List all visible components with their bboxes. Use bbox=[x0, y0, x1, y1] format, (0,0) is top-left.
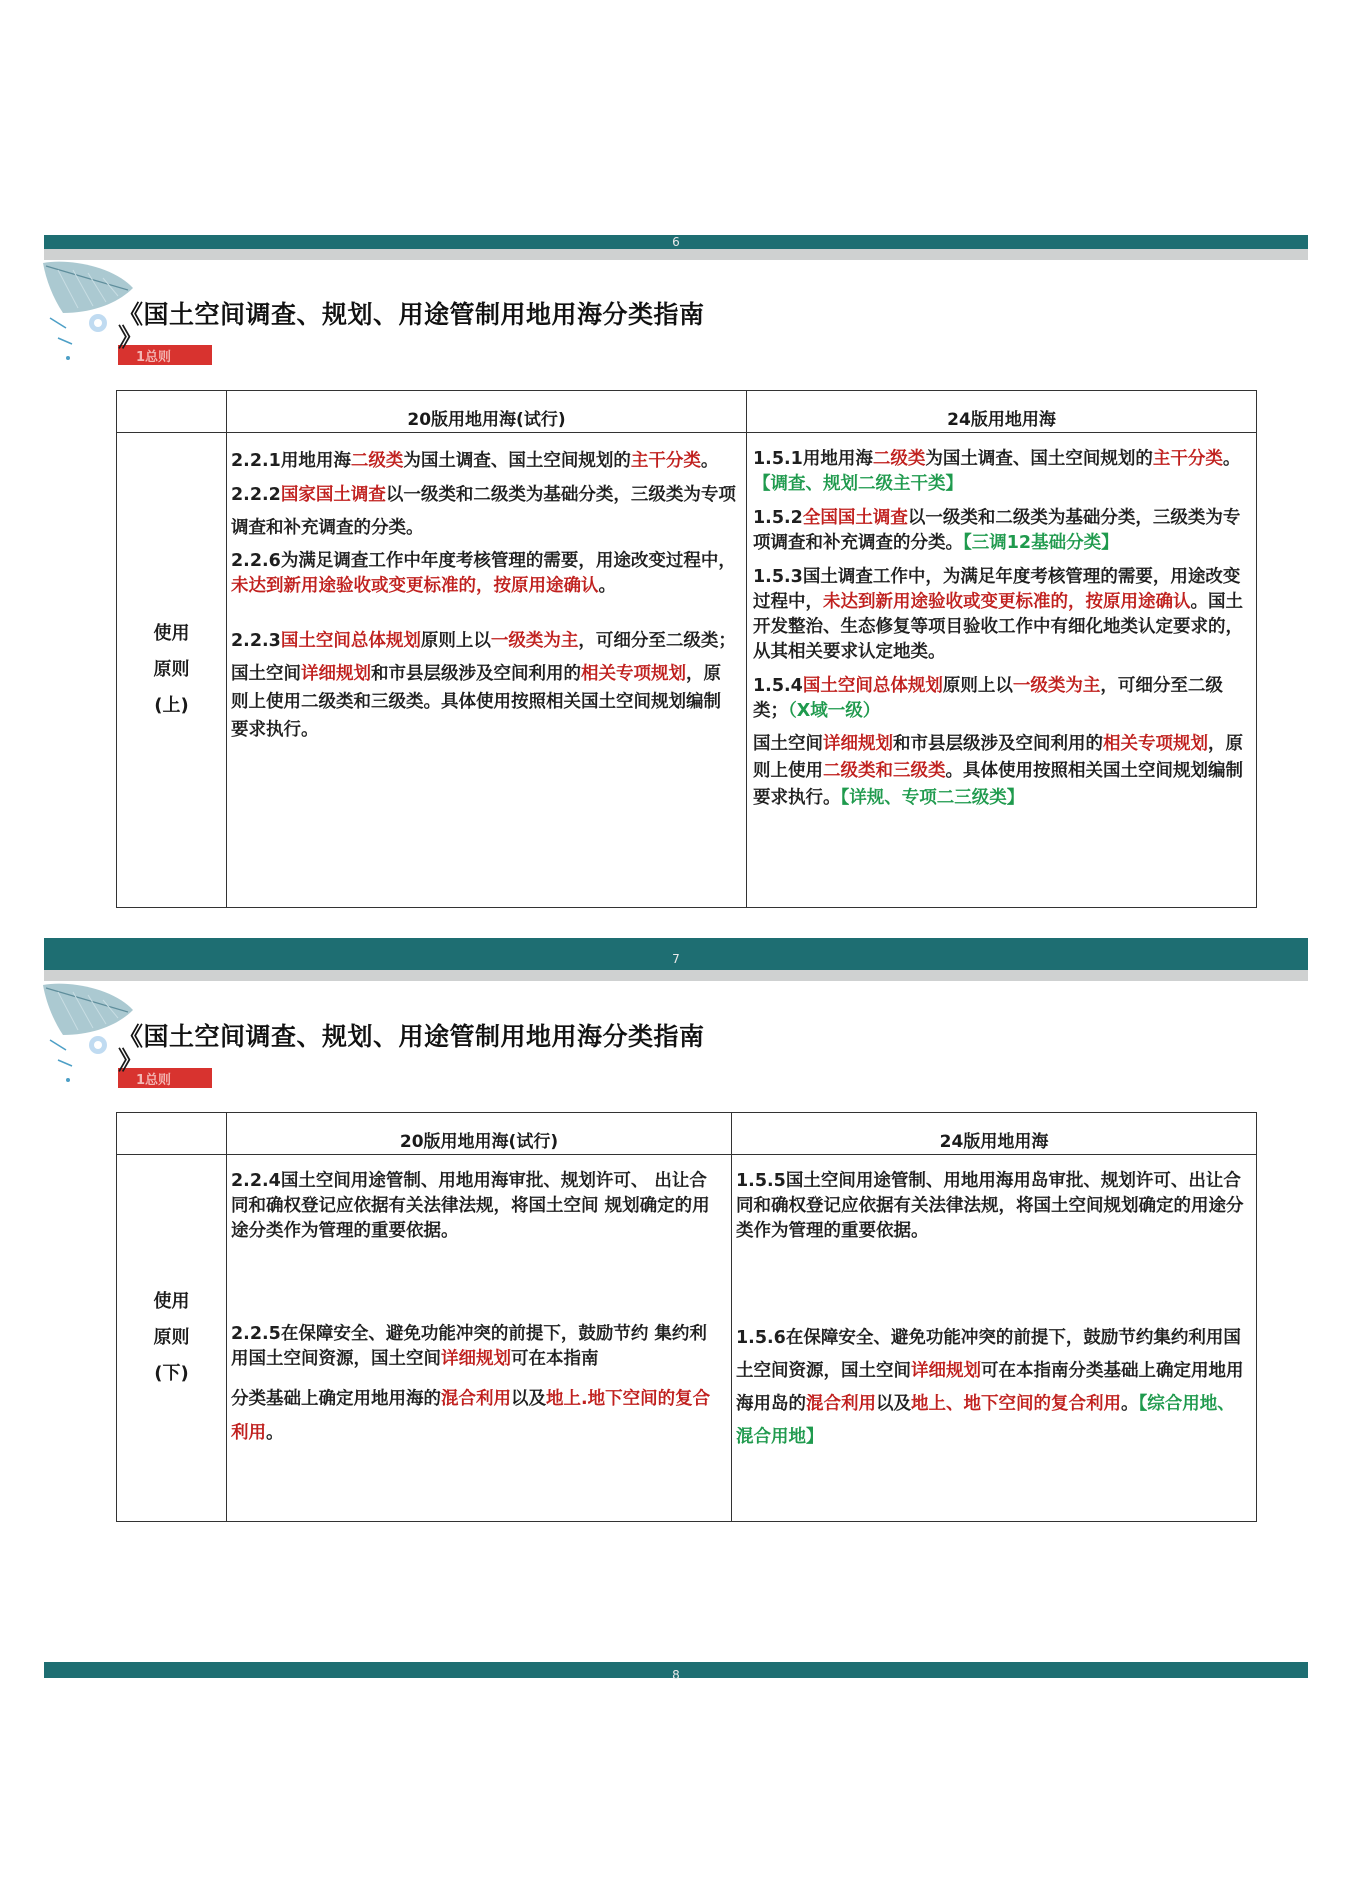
clause-2-2-6: 2.2.6为满足调查工作中年度考核管理的需要，用途改变过程中，未达到新用途验收或变更标准的，按原用途确认。 bbox=[231, 551, 736, 596]
clause-1-5-1: 1.5.1用地用海二级类为国土调查、国土空间规划的主干分类。【调查、规划二级主干类】 bbox=[753, 449, 1241, 494]
clause-2-2-1: 2.2.1用地用海二级类为国土调查、国土空间规划的主干分类。 bbox=[231, 451, 719, 471]
cell-2024-content bbox=[732, 1155, 1257, 1522]
column-header-2024: 24版用地用海 bbox=[732, 1113, 1257, 1155]
table-corner-cell bbox=[117, 1113, 227, 1155]
slide-header-band bbox=[44, 1662, 1308, 1682]
slide-header-band bbox=[44, 938, 1308, 970]
row-label: 使用 原则 (上) bbox=[117, 433, 227, 908]
slide-title: 《国土空间调查、规划、用途管制用地用海分类指南 bbox=[118, 1022, 705, 1051]
page-number: 6 bbox=[672, 235, 680, 249]
slide-header-band bbox=[44, 235, 1308, 249]
table-corner-cell bbox=[117, 391, 227, 433]
page-number: 7 bbox=[672, 952, 680, 966]
column-header-2020: 20版用地用海(试行) bbox=[227, 1113, 732, 1155]
clause-2-2-5: 2.2.5在保障安全、避免功能冲突的前提下，鼓励节约 集约利用国土空间资源，国土空间详细规划可在本指南 bbox=[231, 1324, 707, 1369]
clause-2-2-4: 2.2.4国土空间用途管制、用地用海审批、规划许可、 出让合同和确权登记应依据有关法律法规，将国土空间 规划确定的用途分类作为管理的重要依据。 bbox=[231, 1171, 710, 1241]
clause-2-2-2: 2.2.2国家国土调查以一级类和二级类为基础分类，三级类为专项调查和补充调查的分类。 bbox=[231, 485, 736, 538]
cell-2024-content bbox=[747, 433, 1257, 908]
clause-1-5-4-detail: 国土空间详细规划和市县层级涉及空间利用的相关专项规划，原则上使用二级类和三级类。具体使用按照相关国土空间规划编制要求执行。【详规、专项二三级类】 bbox=[753, 734, 1243, 808]
column-header-2020: 20版用地用海(试行) bbox=[227, 391, 747, 433]
slide-header-gray-strip bbox=[44, 970, 1308, 981]
cell-2020-content bbox=[227, 433, 747, 908]
slide-header-gray-strip bbox=[44, 249, 1308, 260]
section-tag-label: 1总则 bbox=[136, 1073, 172, 1088]
row-label: 使用 原则 (下) bbox=[117, 1155, 227, 1522]
clause-1-5-4: 1.5.4国土空间总体规划原则上以一级类为主，可细分至二级类；（X域一级） bbox=[753, 676, 1223, 721]
clause-1-5-3: 1.5.3国土调查工作中，为满足年度考核管理的需要，用途改变过程中，未达到新用途验收或变更标准的，按原用途确认。国土开发整治、生态修复等项目验收工作中有细化地类认定要求的，从其相关要求认定地类。 bbox=[753, 567, 1243, 662]
comparison-table bbox=[116, 1112, 1257, 1522]
slide-title: 《国土空间调查、规划、用途管制用地用海分类指南 bbox=[118, 300, 705, 329]
section-tag-label: 1总则 bbox=[136, 350, 172, 365]
slide-title-tail: 》 bbox=[118, 323, 144, 352]
clause-2-2-3-detail: 国土空间详细规划和市县层级涉及空间利用的相关专项规划，原则上使用二级类和三级类。具体使用按照相关国土空间规划编制要求执行。 bbox=[231, 664, 721, 740]
clause-1-5-5: 1.5.5国土空间用途管制、用地用海用岛审批、规划许可、出让合同和确权登记应依据有关法律法规，将国土空间规划确定的用途分类作为管理的重要依据。 bbox=[736, 1171, 1244, 1241]
column-header-2024: 24版用地用海 bbox=[747, 391, 1257, 433]
clause-1-5-6: 1.5.6在保障安全、避免功能冲突的前提下，鼓励节约集约利用国土空间资源，国土空间详细规划可在本指南分类基础上确定用地用海用岛的混合利用以及地上、地下空间的复合利用。【综合用地、混合用地】 bbox=[736, 1328, 1244, 1447]
clause-2-2-5-detail: 分类基础上确定用地用海的混合利用以及地上.地下空间的复合利用。 bbox=[231, 1389, 711, 1443]
cell-2020-content bbox=[227, 1155, 732, 1522]
clause-2-2-3: 2.2.3国土空间总体规划原则上以一级类为主，可细分至二级类； bbox=[231, 631, 736, 651]
slide-title-tail: 》 bbox=[118, 1046, 144, 1075]
clause-1-5-2: 1.5.2全国国土调查以一级类和二级类为基础分类，三级类为专项调查和补充调查的分类。【三调12基础分类】 bbox=[753, 508, 1241, 553]
page-number: 8 bbox=[672, 1668, 680, 1682]
comparison-table bbox=[116, 390, 1257, 908]
